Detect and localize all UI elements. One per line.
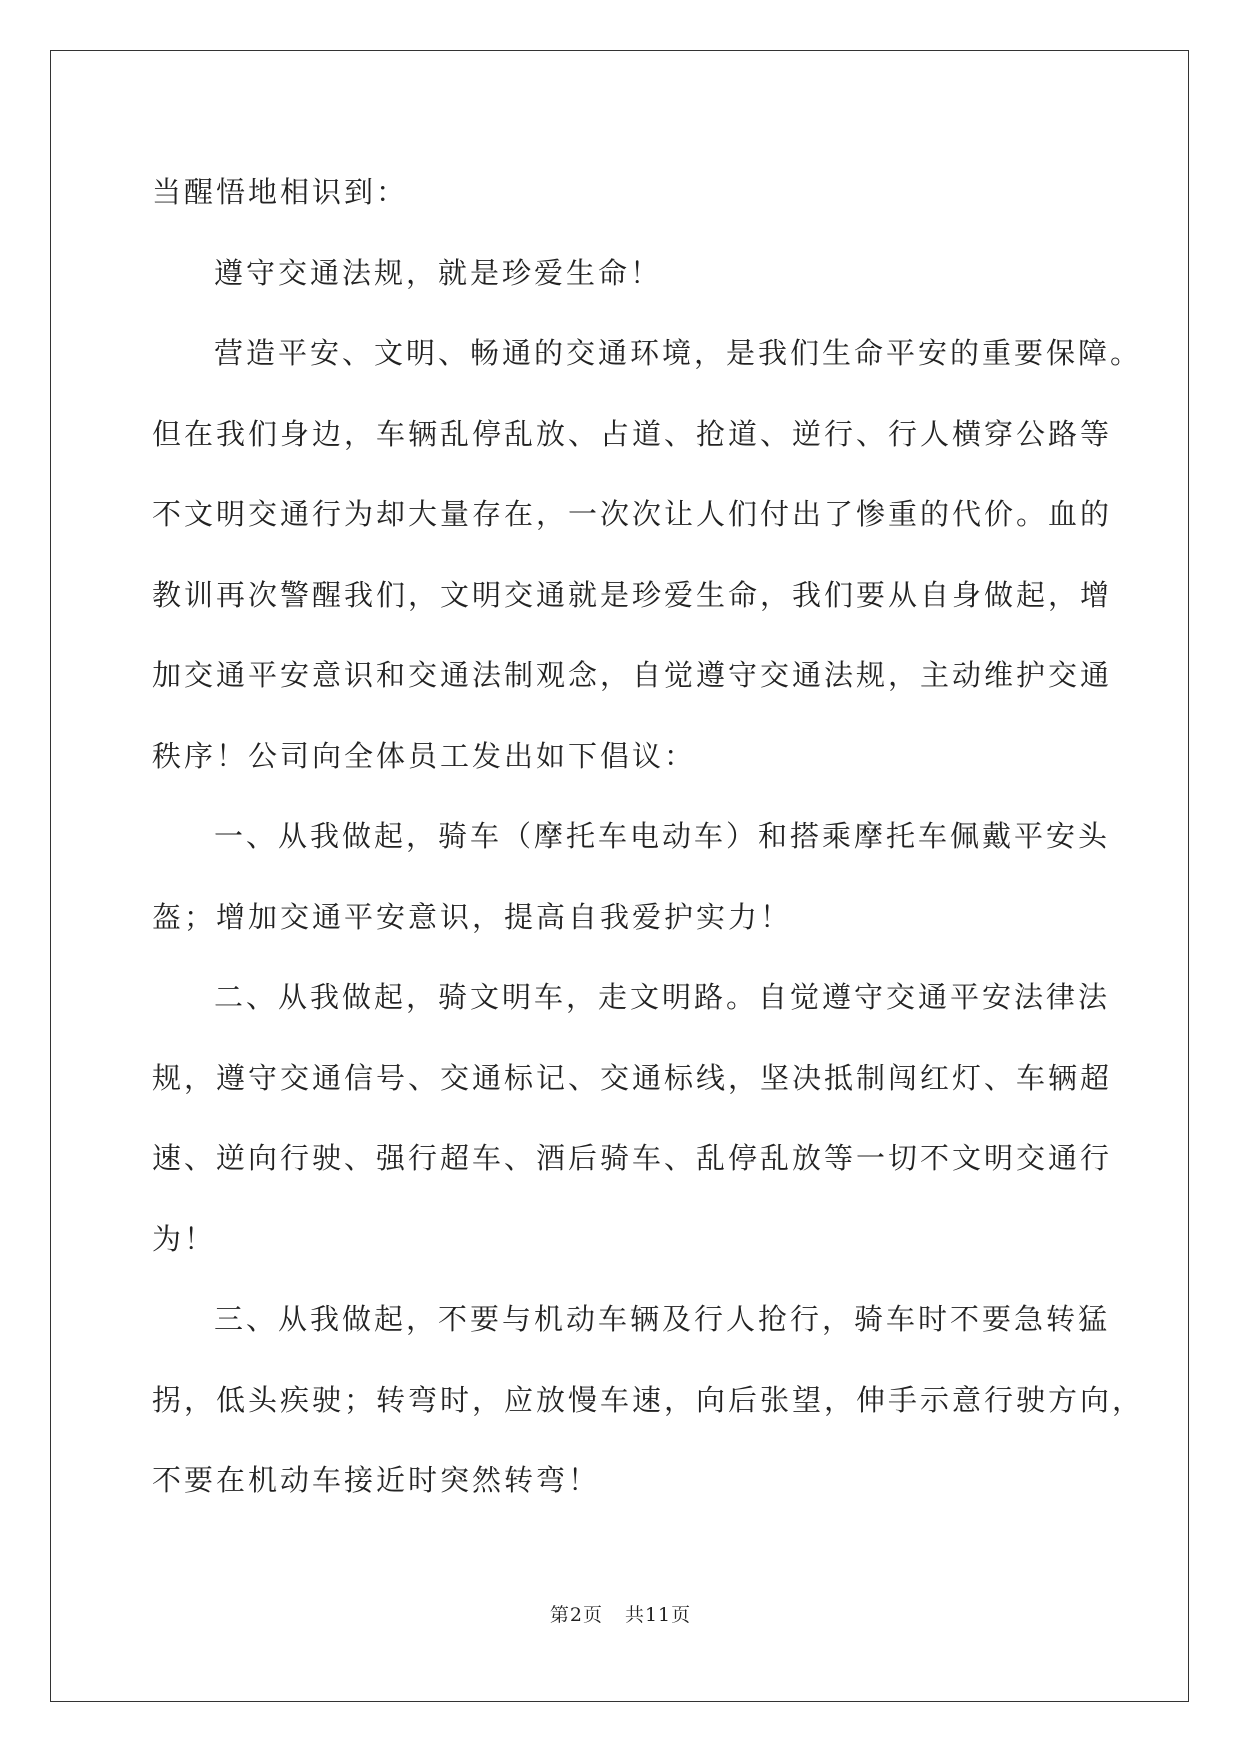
text-line: 秩序！公司向全体员工发出如下倡议： [152, 738, 697, 773]
document-body [152, 164, 1145, 1533]
text-line: 但在我们身边，车辆乱停乱放、占道、抢道、逆行、行人横穿公路等 [152, 416, 1113, 451]
text-line: 教训再次警醒我们，文明交通就是珍爱生命，我们要从自身做起，增 [152, 577, 1113, 612]
text-line: 营造平安、文明、畅通的交通环境，是我们生命平安的重要保障。 [214, 336, 1143, 370]
page-number: 第2页 [549, 1604, 603, 1626]
text-line: 速、逆向行驶、强行超车、酒后骑车、乱停乱放等一切不文明交通行 [152, 1141, 1113, 1175]
page-footer [0, 1600, 1241, 1627]
text-line: 盔；增加交通平安意识，提高自我爱护实力！ [152, 899, 793, 934]
text-line: 三、从我做起，不要与机动车辆及行人抢行，骑车时不要急转猛 [214, 1302, 1111, 1336]
text-line: 拐，低头疾驶；转弯时，应放慢车速，向后张望，伸手示意行驶方向， [152, 1382, 1145, 1417]
text-line: 不要在机动车接近时突然转弯！ [152, 1463, 601, 1497]
text-line: 当醒悟地相识到： [152, 175, 409, 209]
text-line: 一、从我做起，骑车（摩托车电动车）和搭乘摩托车佩戴平安头 [214, 819, 1111, 853]
text-line: 不文明交通行为却大量存在，一次次让人们付出了惨重的代价。血的 [152, 497, 1113, 531]
text-line: 遵守交通法规，就是珍爱生命！ [214, 255, 663, 290]
text-line: 规，遵守交通信号、交通标记、交通标线，坚决抵制闯红灯、车辆超 [152, 1060, 1113, 1095]
text-line: 二、从我做起，骑文明车，走文明路。自觉遵守交通平安法律法 [214, 980, 1111, 1014]
text-line: 为！ [152, 1221, 217, 1256]
page-total: 共11页 [624, 1604, 692, 1626]
text-line: 加交通平安意识和交通法制观念，自觉遵守交通法规，主动维护交通 [152, 658, 1113, 692]
